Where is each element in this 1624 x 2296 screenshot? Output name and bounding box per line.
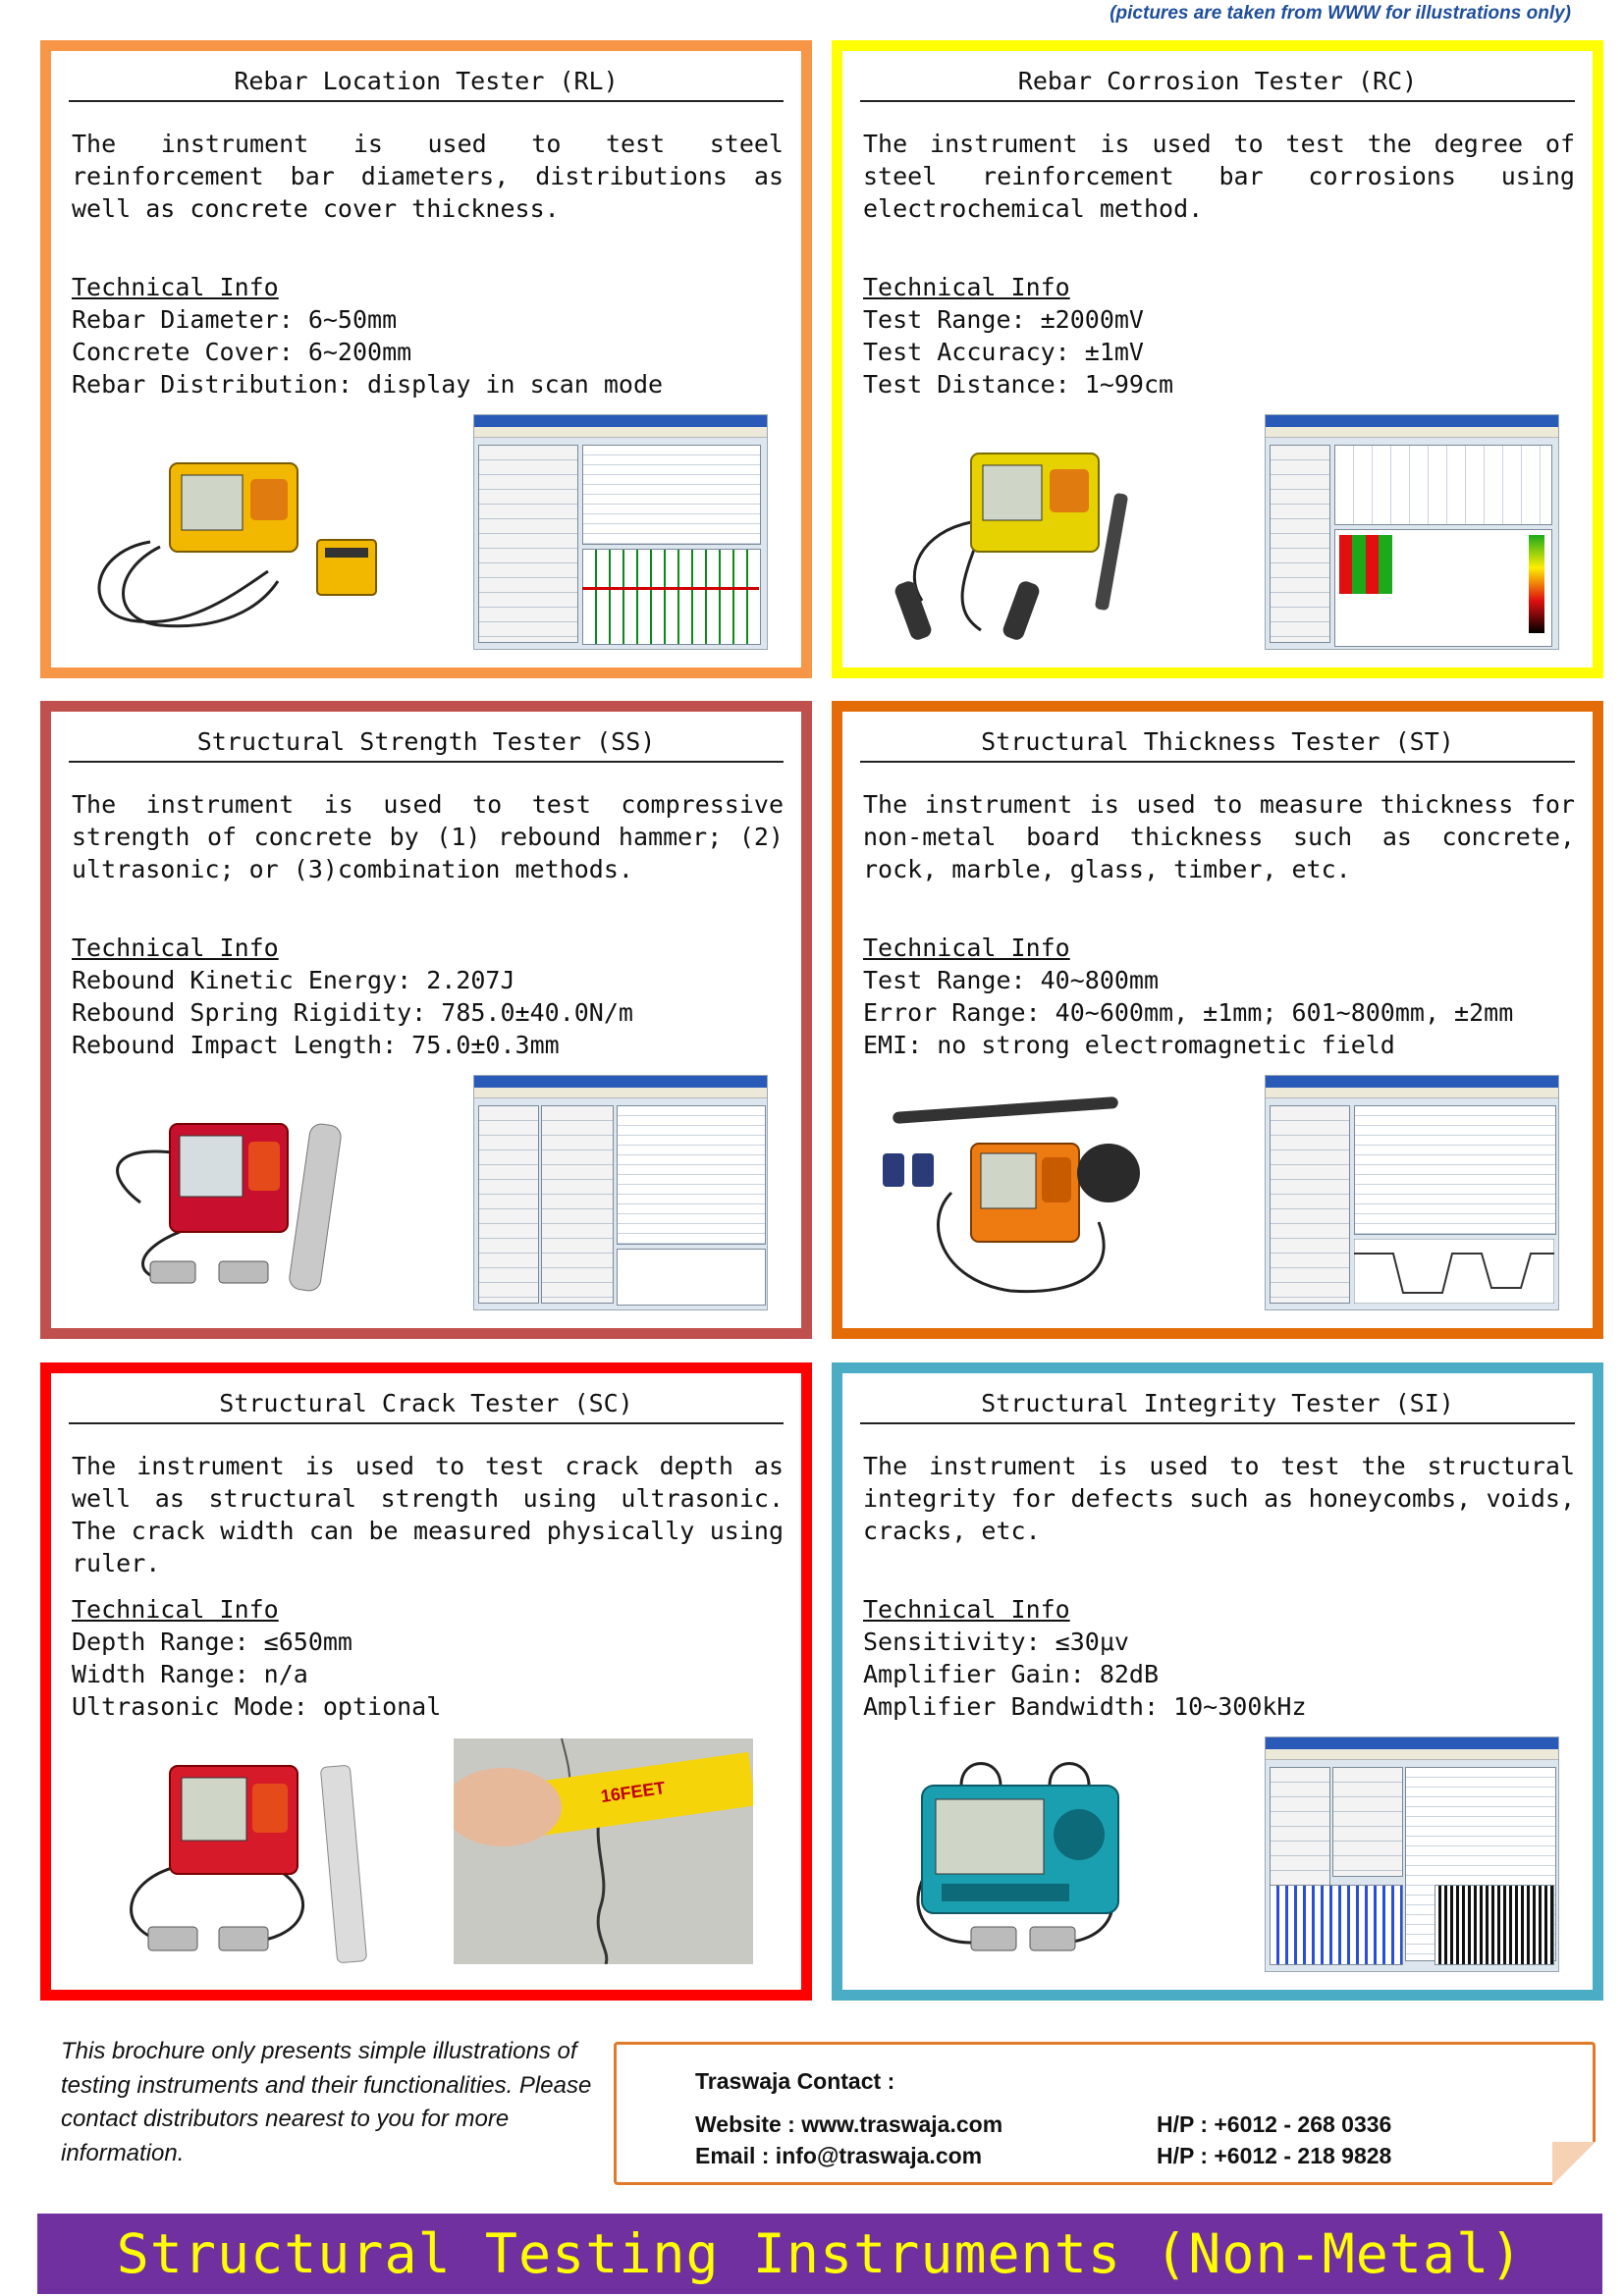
spec-line: Depth Range: ≤650mm (72, 1628, 352, 1656)
card-title: Rebar Location Tester (RL) (69, 63, 784, 102)
card-description: The instrument is used to test the degree of steel reinforcement bar corrosions using electrochemical method. (863, 130, 1575, 223)
card-title: Structural Integrity Tester (SI) (860, 1385, 1575, 1424)
spec-line: Sensitivity: ≤30μv (863, 1628, 1129, 1656)
card-description: The instrument is used to test steel reinforcement bar diameters, distributions as well as concrete cover thickness. (72, 130, 784, 223)
tech-info (863, 271, 1583, 400)
contact-label: Traswaja Contact : (695, 2068, 895, 2094)
spec-line: Rebound Kinetic Energy: 2.207J (72, 966, 515, 994)
rebar-location-software-screenshot (473, 414, 768, 650)
card-rebar-corrosion (832, 40, 1603, 678)
footer-banner-title: Structural Testing Instruments (Non-Metal) (37, 2214, 1602, 2294)
spec-line: Error Range: 40~600mm, ±1mm; 601~800mm, ±2mm (863, 998, 1514, 1027)
brochure-disclaimer: This brochure only presents simple illustrations of testing instruments and their functionalities. Please contact distributors nearest to you for more information. (61, 2038, 592, 2166)
tech-info (72, 1593, 791, 1723)
card-title: Structural Strength Tester (SS) (69, 723, 784, 763)
tech-info-heading: Technical Info (72, 273, 279, 301)
spec-line: Test Range: 40~800mm (863, 966, 1160, 994)
tech-info-heading: Technical Info (863, 1595, 1070, 1624)
card-structural-thickness (832, 701, 1603, 1339)
tech-info-heading: Technical Info (72, 934, 279, 962)
contact-phone-2[interactable]: H/P : +6012 - 218 9828 (1157, 2143, 1392, 2168)
spec-line: Test Range: ±2000mV (863, 305, 1144, 334)
ruler-label: 16FEET (599, 1778, 667, 1807)
integrity-software-screenshot (1265, 1736, 1559, 1972)
spec-line: Width Range: n/a (72, 1660, 308, 1688)
card-description: The instrument is used to measure thickness for non-metal board thickness such as concrete, rock, marble, glass, timber, etc. (863, 790, 1575, 883)
rebar-locator-device-image (72, 424, 396, 650)
contact-email[interactable]: Email : info@traswaja.com (695, 2143, 983, 2168)
corrosion-tester-device-image (863, 424, 1187, 650)
tech-info (863, 1593, 1583, 1723)
contact-box (614, 2042, 1596, 2185)
thickness-tester-device-image (863, 1085, 1187, 1310)
spec-line: Concrete Cover: 6~200mm (72, 338, 412, 366)
tech-info-heading: Technical Info (863, 273, 1070, 301)
tech-info (72, 932, 791, 1061)
card-title: Structural Thickness Tester (ST) (860, 723, 1575, 763)
spec-line: Test Accuracy: ±1mV (863, 338, 1144, 366)
card-description: The instrument is used to test crack depth as well as structural strength using ultrasonic. The crack width can be measured physically using ruler. (72, 1452, 784, 1577)
spec-line: Rebar Distribution: display in scan mode (72, 370, 664, 399)
tech-info-heading: Technical Info (72, 1595, 279, 1624)
contact-phone-1[interactable]: H/P : +6012 - 268 0336 (1157, 2111, 1392, 2137)
corrosion-software-screenshot (1265, 414, 1559, 650)
spec-line: Ultrasonic Mode: optional (72, 1692, 442, 1721)
card-structural-strength (40, 701, 812, 1339)
spec-line: Amplifier Bandwidth: 10~300kHz (863, 1692, 1307, 1721)
strength-tester-device-image (72, 1085, 396, 1310)
card-structural-crack (40, 1362, 812, 2001)
crack-ruler-photo (454, 1738, 753, 1964)
spec-line: Rebound Spring Rigidity: 785.0±40.0N/m (72, 998, 633, 1027)
card-title: Rebar Corrosion Tester (RC) (860, 63, 1575, 102)
page-fold-decoration (1552, 2142, 1596, 2185)
card-rebar-location (40, 40, 812, 678)
card-description: The instrument is used to test the structural integrity for defects such as honeycombs, voids, cracks, etc. (863, 1452, 1575, 1545)
card-structural-integrity (832, 1362, 1603, 2001)
spec-line: Rebound Impact Length: 75.0±0.3mm (72, 1031, 560, 1059)
tech-info (72, 271, 791, 400)
card-title: Structural Crack Tester (SC) (69, 1385, 784, 1424)
card-description: The instrument is used to test compressive strength of concrete by (1) rebound hammer; (2) ultrasonic; or (3)combination methods. (72, 790, 784, 883)
crack-tester-device-image (72, 1746, 396, 1972)
tech-info (863, 932, 1583, 1061)
spec-line: Rebar Diameter: 6~50mm (72, 305, 398, 334)
spec-line: EMI: no strong electromagnetic field (863, 1031, 1395, 1059)
strength-software-screenshot (473, 1075, 768, 1310)
spec-line: Amplifier Gain: 82dB (863, 1660, 1160, 1688)
illustration-disclaimer: (pictures are taken from WWW for illustrations only) (1110, 3, 1571, 24)
contact-website[interactable]: Website : www.traswaja.com (695, 2111, 1003, 2137)
integrity-tester-device-image (863, 1746, 1187, 1972)
thickness-software-screenshot (1265, 1075, 1559, 1310)
spec-line: Test Distance: 1~99cm (863, 370, 1174, 399)
tech-info-heading: Technical Info (863, 934, 1070, 962)
